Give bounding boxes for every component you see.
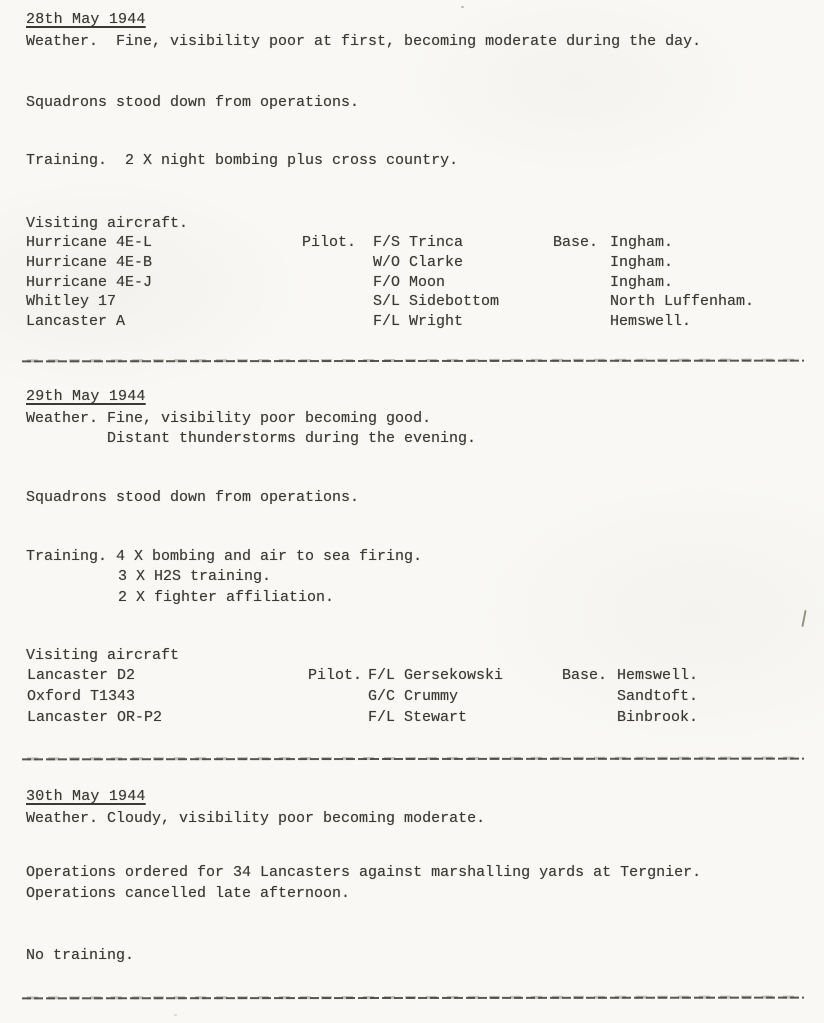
typed-separator (22, 757, 804, 761)
base-cell: Ingham. (610, 274, 674, 291)
visiting-aircraft-row (0, 708, 824, 728)
pen-mark (801, 610, 806, 627)
entry-date-heading: 28th May 1944 (26, 11, 146, 28)
base-column-label: Base. (562, 667, 608, 684)
pilot-cell: W/O Clarke (373, 254, 464, 271)
pilot-cell: S/L Sidebottom (373, 293, 500, 310)
aircraft-cell: Hurricane 4E-L (26, 234, 153, 251)
base-cell: Sandtoft. (617, 688, 699, 705)
typed-separator (22, 996, 804, 1000)
pilot-cell: F/L Gersekowski (368, 667, 504, 684)
visiting-aircraft-row (0, 312, 824, 332)
pilot-cell: F/O Moon (373, 274, 446, 291)
training-line: No training. (26, 947, 135, 964)
pilot-column-label: Pilot. (302, 234, 357, 251)
operations-line: Operations ordered for 34 Lancasters against marshalling yards at Tergnier. (26, 864, 702, 881)
aircraft-cell: Oxford T1343 (27, 688, 136, 705)
weather-line: Weather. Fine, visibility poor at first, becoming moderate during the day. (26, 33, 702, 50)
typed-separator (22, 359, 804, 363)
entry-date-heading: 29th May 1944 (26, 388, 146, 405)
visiting-aircraft-header: Visiting aircraft (26, 647, 180, 664)
base-cell: Ingham. (610, 234, 674, 251)
operations-line: Operations cancelled late afternoon. (26, 885, 351, 902)
base-cell: Ingham. (610, 254, 674, 271)
squadrons-status-line: Squadrons stood down from operations. (26, 94, 360, 111)
visiting-aircraft-header: Visiting aircraft. (26, 215, 189, 232)
scan-speck (461, 6, 464, 8)
aircraft-cell: Whitley 17 (26, 293, 117, 310)
aircraft-cell: Hurricane 4E-J (26, 274, 153, 291)
visiting-aircraft-row (0, 666, 824, 686)
visiting-aircraft-row (0, 273, 824, 293)
entry-date-heading: 30th May 1944 (26, 788, 146, 805)
aircraft-cell: Lancaster A (26, 313, 126, 330)
visiting-aircraft-row (0, 292, 824, 312)
pilot-column-label: Pilot. (308, 667, 363, 684)
visiting-aircraft-row (0, 687, 824, 707)
pilot-cell: F/S Trinca (373, 234, 464, 251)
weather-line: Weather. Fine, visibility poor becoming good. (26, 410, 432, 427)
weather-continuation-line: Distant thunderstorms during the evening. (107, 430, 477, 447)
visiting-aircraft-row (0, 233, 824, 253)
training-continuation-line: 3 X H2S training. (118, 568, 272, 585)
base-cell: Hemswell. (610, 313, 692, 330)
base-cell: Hemswell. (617, 667, 699, 684)
training-line: Training. 2 X night bombing plus cross country. (26, 152, 459, 169)
aircraft-cell: Lancaster D2 (27, 667, 136, 684)
pilot-cell: F/L Stewart (368, 709, 468, 726)
training-line: Training. 4 X bombing and air to sea firing. (26, 548, 423, 565)
pilot-cell: G/C Crummy (368, 688, 459, 705)
pilot-cell: F/L Wright (373, 313, 464, 330)
squadrons-status-line: Squadrons stood down from operations. (26, 489, 360, 506)
visiting-aircraft-row (0, 253, 824, 273)
aircraft-cell: Hurricane 4E-B (26, 254, 153, 271)
base-cell: Binbrook. (617, 709, 699, 726)
training-continuation-line: 2 X fighter affiliation. (118, 589, 335, 606)
aircraft-cell: Lancaster OR-P2 (27, 709, 163, 726)
weather-line: Weather. Cloudy, visibility poor becoming moderate. (26, 810, 486, 827)
scan-speck (174, 1014, 177, 1016)
base-cell: North Luffenham. (610, 293, 755, 310)
base-column-label: Base. (553, 234, 599, 251)
